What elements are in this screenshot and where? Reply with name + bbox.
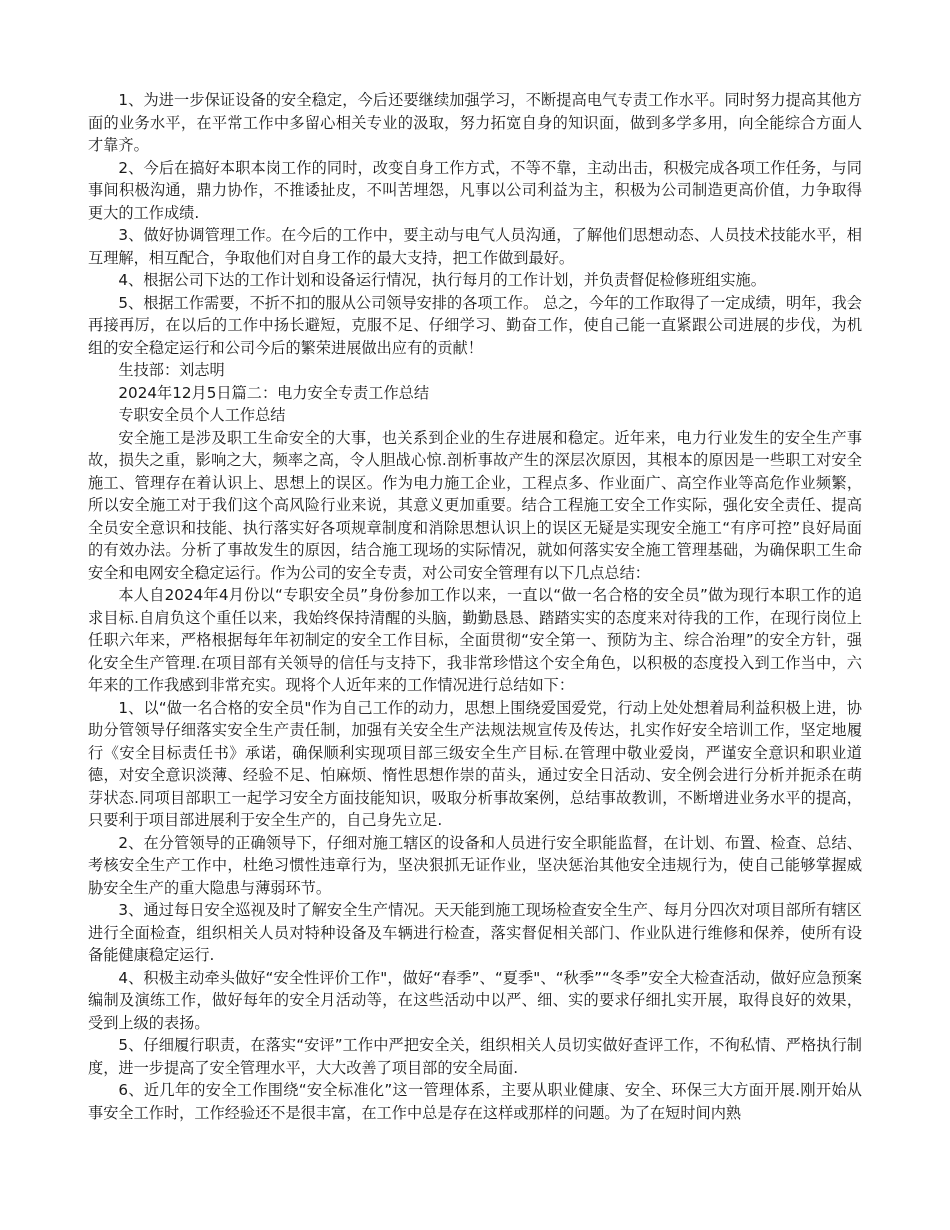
date-and-section-title: 2024年12月5日篇二：电力安全专责工作总结 — [118, 383, 430, 402]
summary-item-6: 6、近几年的安全工作围绕“安全标准化”这一管理体系，主要从职业健康、安全、环保三大方面开展.刚开始从事安全工作时，工作经验还不是很丰富，在工作中总是存在这样或那样的问题。为了在短时间内熟 — [88, 1081, 862, 1122]
paragraph-item-3: 3、做好协调管理工作。在今后的工作中，要主动与电气人员沟通，了解他们思想动态、人员技术技能水平，相互理解，相互配合，争取他们对自身工作的最大支持，把工作做到最好。 — [88, 226, 862, 267]
section-subtitle: 专职安全员个人工作总结 — [118, 406, 286, 424]
summary-item-3: 3、通过每日安全巡视及时了解安全生产情况。天天能到施工现场检查安全生产、每月分四次对项目部所有辖区进行全面检查，组织相关人员对特种设备及车辆进行检查，落实督促相关部门、作业队进行维修和保养，使所有设备能健康稳定运行. — [88, 901, 862, 964]
signature-line: 生技部：刘志明 — [118, 361, 225, 379]
summary-item-4: 4、积极主动牵头做好“安全性评价工作"，做好“春季”、“夏季"、“秋季”“冬季”安全大检查活动，做好应急预案编制及演练工作，做好每年的安全月活动等，在这些活动中以严、细、实的要求仔细扎实开展，取得良好的效果，受到上级的表扬。 — [88, 968, 862, 1032]
self-summary-paragraph: 本人自2024年4月份以“专职安全员”身份参加工作以来，一直以“做一名合格的安全员”做为现行本职工作的追求目标.自肩负这个重任以来，我始终保持清醒的头脑，勤勤恳恳、踏踏实实的态度来对待我的工作，在现行岗位上任职六年来，严格根据每年年初制定的安全工作目标，全面贯彻“安全第一、预防为主、综合治理”的安全方针，强化安全生产管理.在项目部有关领导的信任与支持下，我非常珍惜这个安全角色，以积极的态度投入到工作当中，六年来的工作我感到非常充实。现将个人近年来的工作情况进行总结如下： — [88, 586, 862, 694]
summary-item-5: 5、仔细履行职责，在落实“安评”工作中严把安全关，组织相关人员切实做好查评工作，不徇私情、严格执行制度，进一步提高了安全管理水平，大大改善了项目部的安全局面. — [88, 1036, 862, 1077]
intro-paragraph: 安全施工是涉及职工生命安全的大事，也关系到企业的生存进展和稳定。近年来，电力行业发生的安全生产事故，损失之重，影响之大，频率之高，令人胆战心惊.剖析事故产生的深层次原因，其根本的原因是一些职工对安全施工、管理存在着认识上、思想上的误区。作为电力施工企业，工程点多、作业面广、高空作业等高危作业频繁，所以安全施工对于我们这个高风险行业来说，其意义更加重要。结合工程施工安全工作实际，强化安全责任、提高全员安全意识和技能、执行落实好各项规章制度和消除思想认识上的误区无疑是实现安全施工“有序可控”良好局面的有效办法。分析了事故发生的原因，结合施工现场的实际情况，就如何落实安全施工管理基础，为确保职工生命安全和电网安全稳定运行。作为公司的安全专责，对公司安全管理有以下几点总结： — [88, 428, 862, 582]
summary-item-1: 1、以“做一名合格的安全员"作为自己工作的动力，思想上围绕爱国爱党，行动上处处想着局利益积极上进，协助分管领导仔细落实安全生产责任制，加强有关安全生产法规法规宣传及传达，扎实作好安全培训工作，坚定地履行《安全目标责任书》承诺，确保顺利实现项目部三级安全生产目标.在管理中敬业爱岗，严谨安全意识和职业道德，对安全意识淡薄、经验不足、怕麻烦、惰性思想作崇的苗头，通过安全日活动、安全例会进行分析并扼杀在萌芽状态.同项目部职工一起学习安全方面技能知识，吸取分析事故案例，总结事故教训，不断增进业务水平的提高，只要利于项目部进展利于安全生产的，自己身先立足. — [88, 698, 862, 829]
summary-item-2: 2、在分管领导的正确领导下，仔细对施工辖区的设备和人员进行安全职能监督，在计划、布置、检查、总结、考核安全生产工作中，杜绝习惯性违章行为，坚决狠抓无证作业，坚决惩治其他安全违规行为，使自己能够掌握威胁安全生产的重大隐患与薄弱环节。 — [88, 833, 862, 897]
paragraph-item-2: 2、今后在搞好本职本岗工作的同时，改变自身工作方式，不等不靠，主动出击，积极完成各项工作任务，与同事间积极沟通，鼎力协作，不推诿扯皮，不叫苦埋怨，凡事以公司利益为主，积极为公司制造更高价值，力争取得更大的工作成绩. — [88, 158, 862, 222]
paragraph-item-4: 4、根据公司下达的工作计划和设备运行情况，执行每月的工作计划，并负责督促检修班组实施。 — [118, 271, 766, 289]
document-page — [88, 89, 862, 1124]
paragraph-item-1: 1、为进一步保证设备的安全稳定，今后还要继续加强学习，不断提高电气专责工作水平。同时努力提高其他方面的业务水平，在平常工作中多留心相关专业的汲取，努力拓宽自身的知识面，做到多学多用，向全能综合方面人才靠齐。 — [88, 91, 862, 154]
paragraph-item-5: 5、根据工作需要，不折不扣的服从公司领导安排的各项工作。 总之，今年的工作取得了一定成绩，明年，我会再接再厉，在以后的工作中扬长避短，克服不足、仔细学习、勤奋工作，使自己能一直紧跟公司进展的步伐，为机组的安全稳定运行和公司今后的繁荣进展做出应有的贡献！ — [88, 293, 862, 357]
